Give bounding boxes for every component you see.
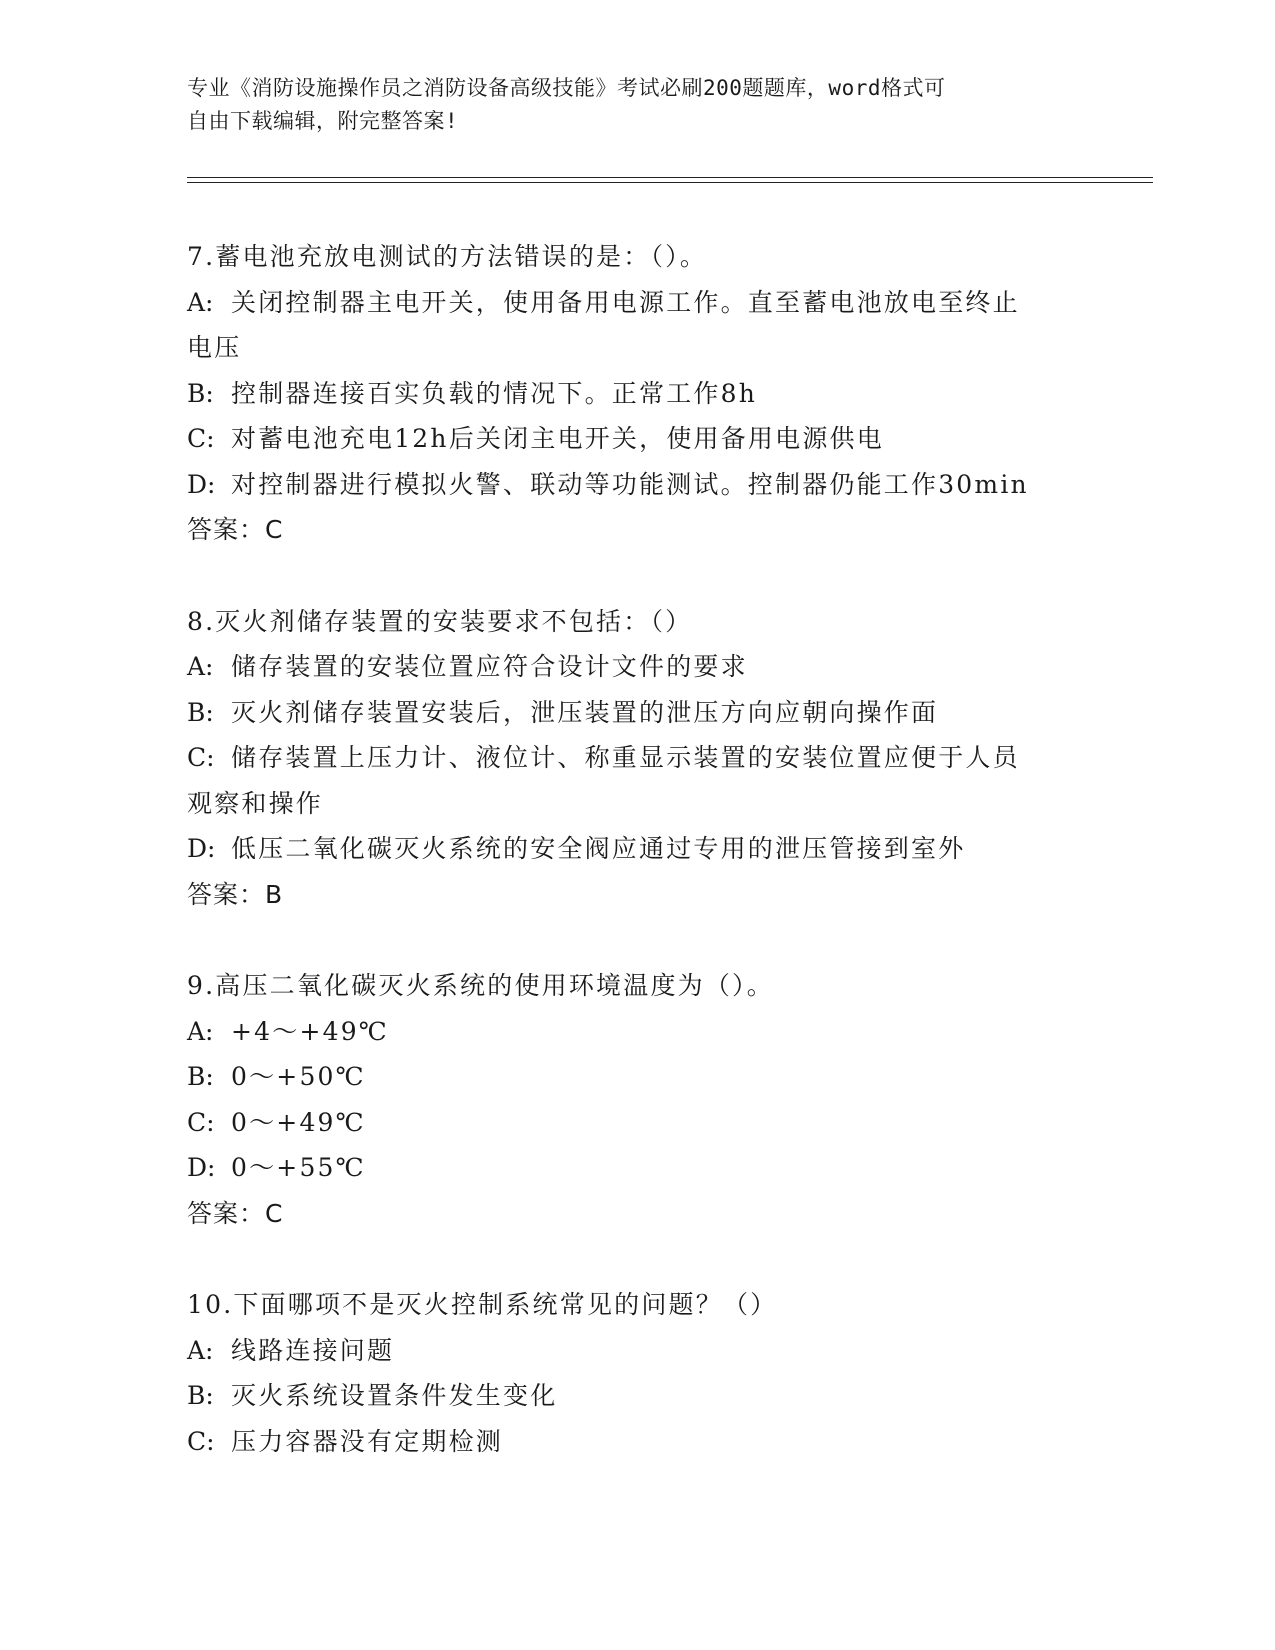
answer-line: 答案：C (187, 515, 284, 544)
question-stem: 8.灭火剂储存装置的安装要求不包括：（） (187, 606, 693, 636)
option-d (187, 1145, 1127, 1191)
header-divider-top (187, 177, 1153, 178)
header-line-2: 自由下载编辑，附完整答案! (187, 109, 459, 133)
option-label: B: (187, 1381, 214, 1410)
answer-line: 答案：B (187, 879, 284, 909)
option-text: 对蓄电池充电12h后关闭主电开关，使用备用电源供电 (231, 424, 884, 453)
option-text: 灭火剂储存装置安装后，泄压装置的泄压方向应朝向操作面 (231, 697, 939, 727)
option-label: C: (187, 743, 215, 772)
option-label: B: (187, 378, 214, 408)
option-d (187, 826, 1127, 872)
option-a (187, 644, 1127, 690)
option-label: B: (187, 1062, 214, 1091)
option-label: D: (187, 1153, 216, 1182)
option-text: 电压 (187, 333, 242, 362)
option-c (187, 735, 1127, 781)
option-label: D: (187, 834, 216, 863)
option-b (187, 1054, 1127, 1100)
question-list (187, 234, 1127, 1510)
option-text: 0～+55℃ (231, 1153, 366, 1182)
option-label: C: (187, 1426, 215, 1456)
option-text: 压力容器没有定期检测 (231, 1426, 504, 1456)
option-b (187, 690, 1127, 736)
option-c (187, 1100, 1127, 1146)
option-a-continued (187, 325, 1127, 371)
document-header (187, 72, 1087, 138)
question-7 (187, 234, 1127, 553)
option-label: C: (187, 424, 215, 453)
option-label: A: (187, 1016, 214, 1046)
option-text: 控制器连接百实负载的情况下。正常工作8h (231, 378, 758, 408)
option-label: A: (187, 287, 214, 317)
header-divider-bottom (187, 182, 1153, 183)
option-a (187, 1328, 1127, 1374)
option-d (187, 462, 1127, 508)
option-text: 对控制器进行模拟火警、联动等功能测试。控制器仍能工作30min (231, 469, 1029, 499)
option-text: 观察和操作 (187, 788, 324, 818)
option-b (187, 1373, 1127, 1419)
option-label: A: (187, 652, 214, 681)
option-text: 0～+49℃ (231, 1107, 366, 1137)
option-c-continued (187, 781, 1127, 827)
option-text: 低压二氧化碳灭火系统的安全阀应通过专用的泄压管接到室外 (231, 834, 966, 863)
question-10 (187, 1282, 1127, 1464)
option-text: 灭火系统设置条件发生变化 (231, 1381, 558, 1410)
option-c (187, 416, 1127, 462)
option-text: 线路连接问题 (231, 1335, 395, 1365)
option-a (187, 280, 1127, 326)
option-text: 0～+50℃ (231, 1062, 366, 1091)
option-label: B: (187, 697, 214, 727)
header-line-1: 专业《消防设施操作员之消防设备高级技能》考试必刷200题题库，word格式可 (187, 76, 946, 100)
option-label: A: (187, 1335, 214, 1365)
question-stem: 9.高压二氧化碳灭火系统的使用环境温度为（）。 (187, 971, 774, 1000)
option-label: D: (187, 469, 216, 499)
question-stem: 7.蓄电池充放电测试的方法错误的是：（）。 (187, 242, 708, 271)
option-label: C: (187, 1107, 215, 1137)
question-stem: 10.下面哪项不是灭火控制系统常见的问题？（） (187, 1290, 778, 1319)
option-text: 关闭控制器主电开关，使用备用电源工作。直至蓄电池放电至终止 (231, 287, 1020, 317)
option-b (187, 371, 1127, 417)
answer-line: 答案：C (187, 1198, 284, 1228)
option-c (187, 1419, 1127, 1465)
option-text: +4～+49℃ (231, 1016, 389, 1046)
option-text: 储存装置上压力计、液位计、称重显示装置的安装位置应便于人员 (231, 743, 1020, 772)
question-9 (187, 963, 1127, 1236)
option-a (187, 1009, 1127, 1055)
option-text: 储存装置的安装位置应符合设计文件的要求 (231, 652, 748, 681)
question-8 (187, 599, 1127, 918)
